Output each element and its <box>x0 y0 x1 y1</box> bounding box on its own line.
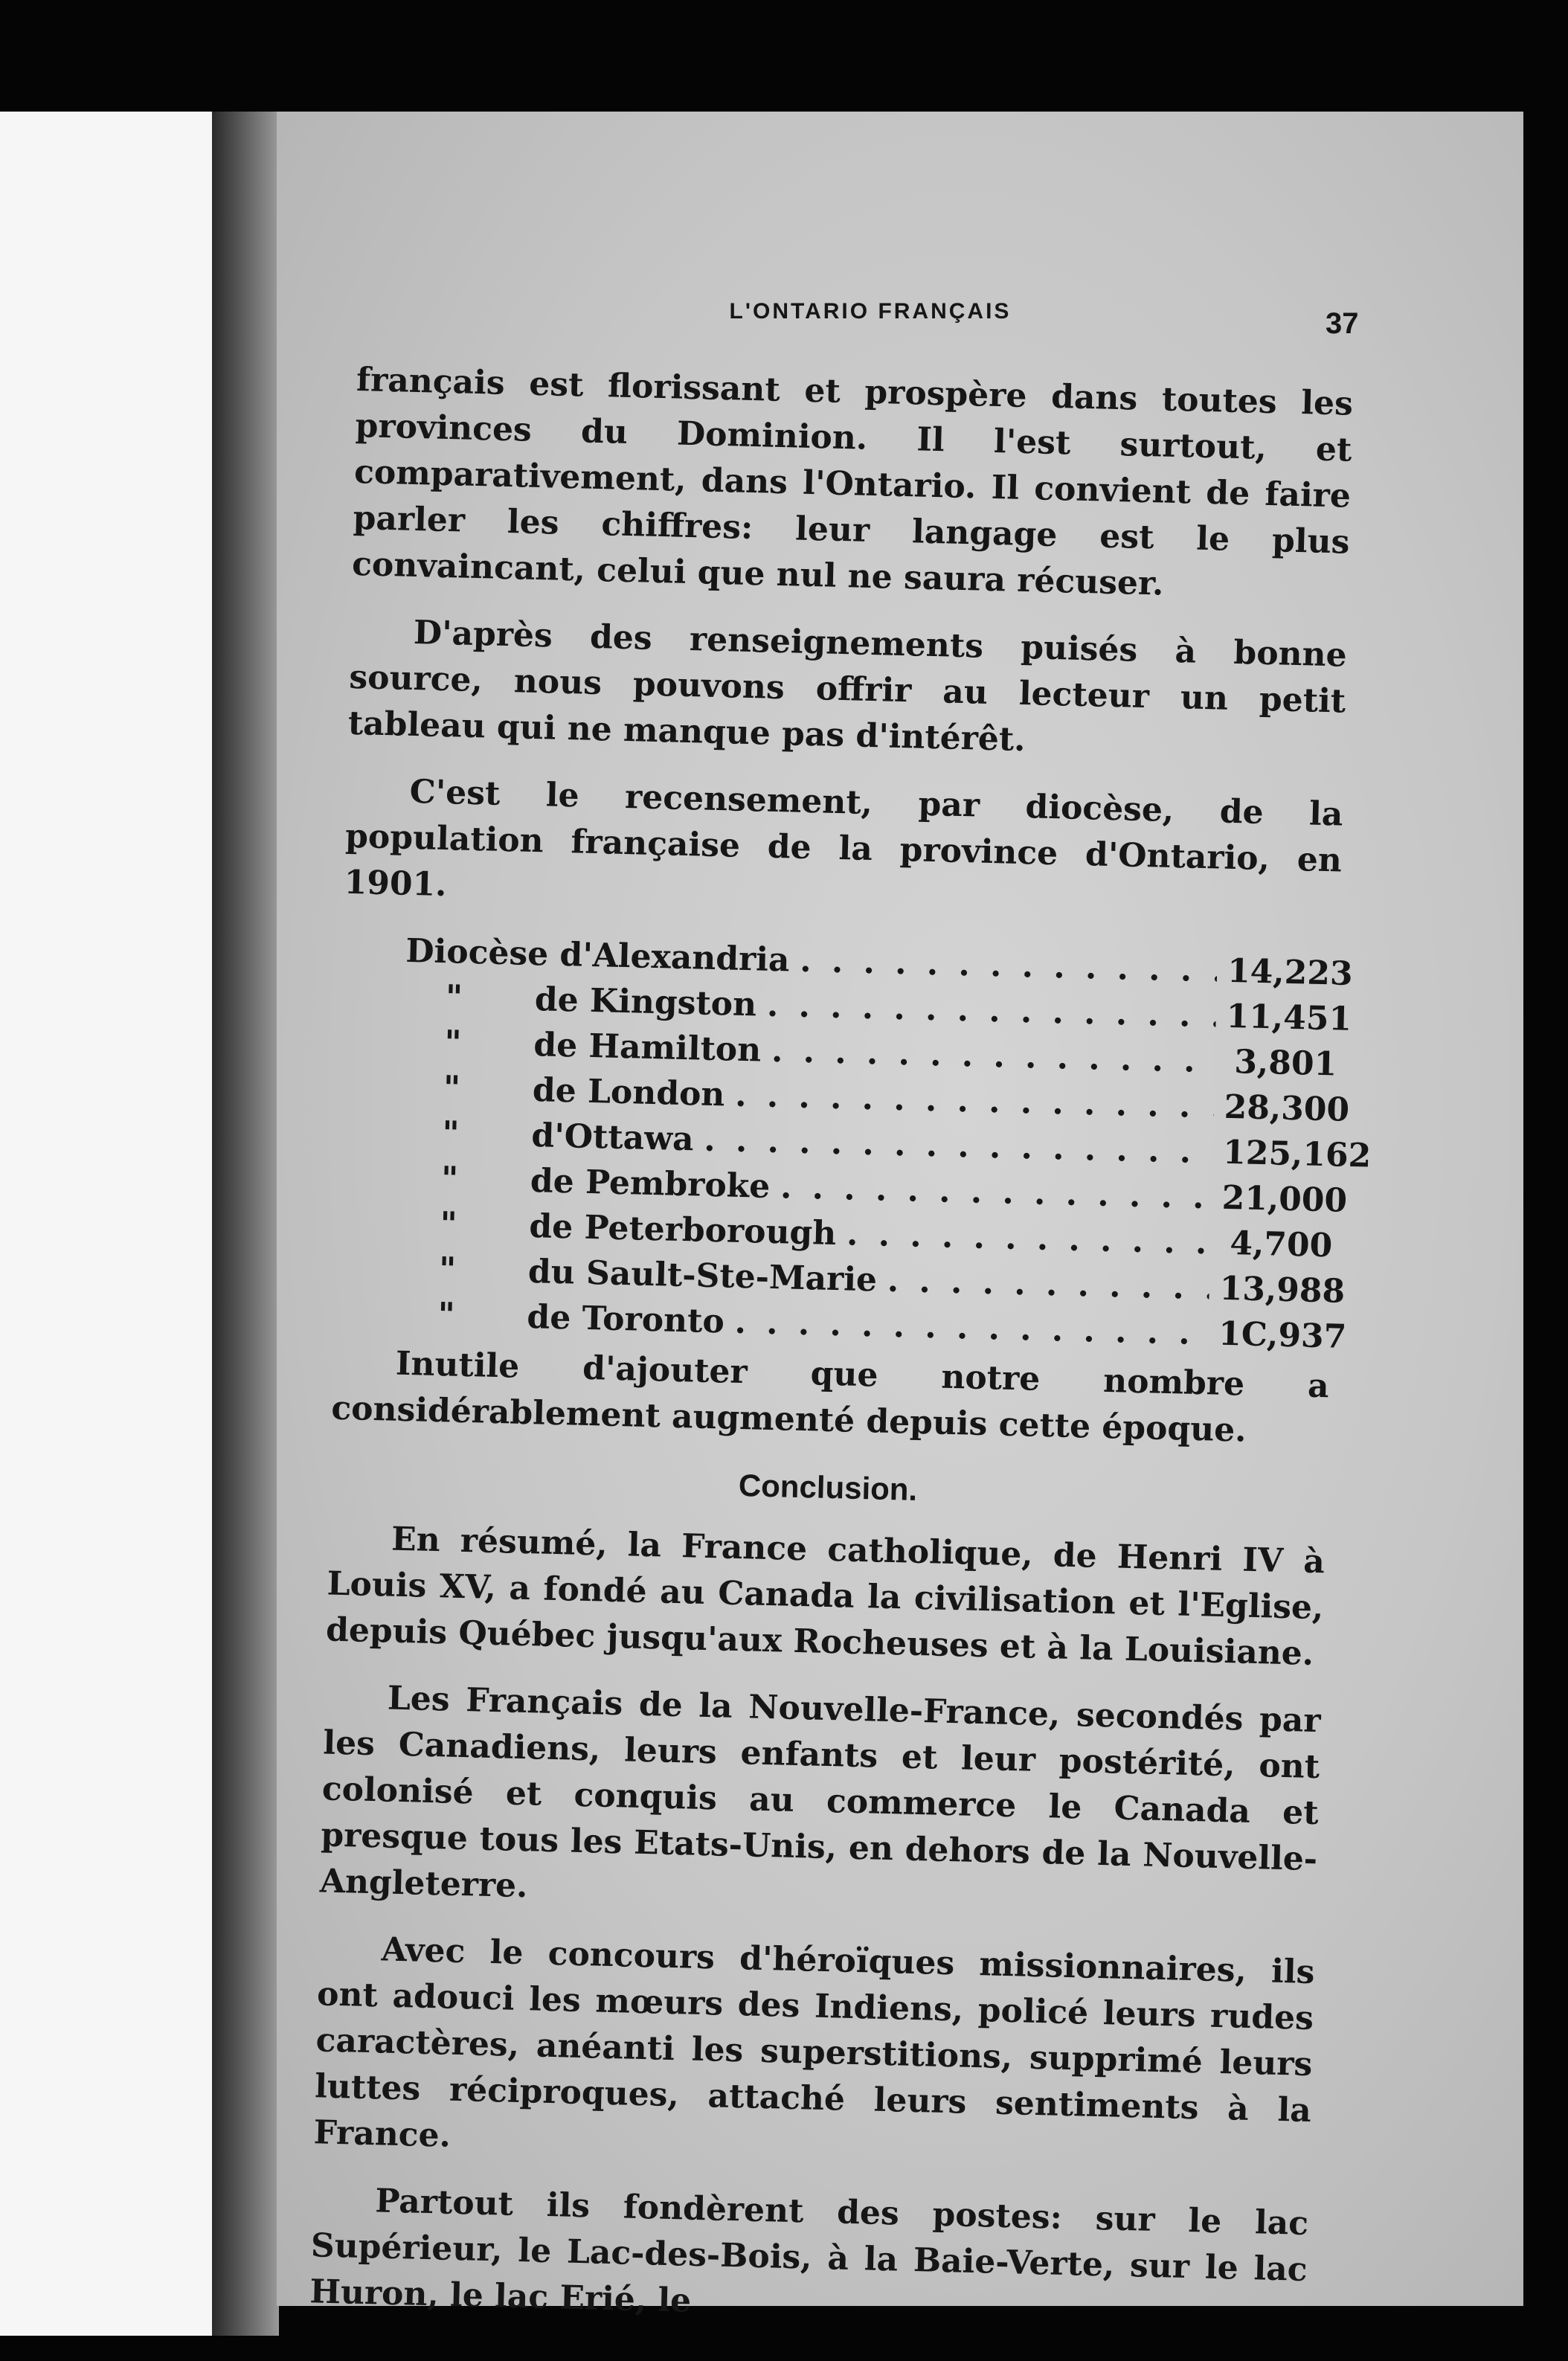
population-value: 21,000 <box>1221 1178 1348 1220</box>
population-value: 4,700 <box>1229 1224 1333 1265</box>
population-value: 14,223 <box>1227 951 1354 993</box>
paragraph: En résumé, la France catholique, de Henri IV à Louis XV, a fondé au Canada la civilisation et l'Eglise, depuis Québec jusqu'aux Rocheuses et à la Louisiane. <box>325 1520 1326 1673</box>
paragraph: D'après des renseignements puisés à bonne source, nous pouvons offrir au lecteur un petit tableau qui ne manque pas d'intérêt. <box>347 613 1348 759</box>
ditto-mark: " <box>438 1250 457 1289</box>
book-page <box>277 112 1523 2320</box>
population-value: 11,451 <box>1226 997 1352 1038</box>
ditto-mark: " <box>443 1069 461 1108</box>
diocese-name: de Kingston <box>534 980 757 1024</box>
population-value: 125,162 <box>1222 1133 1372 1175</box>
diocese-name: de Hamilton <box>533 1026 762 1070</box>
ditto-mark: " <box>443 1024 463 1062</box>
paragraph: Avec le concours d'héroïques missionnaires, ils ont adouci les mœurs des Indiens, policé leurs rudes caractères, anéanti les superstitions, supprimé leurs luttes réciproques, attaché leurs sentiments à la France. <box>313 1930 1315 2155</box>
diocese-name: de Pembroke <box>530 1162 771 1206</box>
ditto-mark: " <box>437 1296 456 1334</box>
page-body <box>309 357 1372 2360</box>
section-heading: Conclusion. <box>738 1467 918 1507</box>
running-title: L'ONTARIO FRANÇAIS <box>729 299 1012 324</box>
ditto-mark: " <box>439 1205 458 1244</box>
diocese-name: Diocèse d'Alexandria <box>405 931 791 980</box>
page-number: 37 <box>1326 307 1359 340</box>
population-value: 13,988 <box>1219 1269 1346 1311</box>
adjacent-blank-page <box>0 112 212 2336</box>
diocese-name: d'Ottawa <box>530 1117 695 1159</box>
diocese-name: de London <box>532 1071 726 1114</box>
paragraph-continuation: français est florissant et prospère dans toutes les provinces du Dominion. Il l'est surtout, et comparativement, dans l'Ontario. Il convient de faire parler les chiffres: leur langage est le plus convaincant, celui que nul ne saura récuser. <box>351 360 1354 603</box>
diocese-name: de Peterborough <box>528 1207 837 1253</box>
paragraph: C'est le recensement, par diocèse, de la population française de la province d'Ontario, en 1901. <box>344 772 1343 905</box>
ditto-mark: " <box>440 1160 459 1198</box>
diocese-name: du Sault-Ste-Marie <box>527 1252 878 1300</box>
paragraph: Partout ils fondèrent des postes: sur le lac Supérieur, le Lac-des-Bois, à la Baie-Verte, sur le lac Huron, le lac Erié, le <box>309 2182 1309 2320</box>
paragraph: Les Français de la Nouvelle-France, secondés par les Canadiens, leurs enfants et leur postérité, ont colonisé et conquis au commerce le Canada et presque tous les Etats-Unis, en dehors de la Nouvelle-Angleterre. <box>319 1679 1322 1906</box>
paragraph: Inutile d'ajouter que notre nombre a considérablement augmenté depuis cette époque. <box>330 1344 1330 1450</box>
ditto-mark: " <box>441 1114 460 1153</box>
book-binding-shadow <box>212 112 279 2336</box>
census-table <box>333 927 1372 1360</box>
population-value: 1C,937 <box>1218 1314 1347 1356</box>
ditto-mark: " <box>445 978 463 1017</box>
population-value: 28,300 <box>1224 1088 1350 1129</box>
diocese-name: de Toronto <box>526 1297 725 1341</box>
population-value: 3,801 <box>1233 1043 1337 1084</box>
